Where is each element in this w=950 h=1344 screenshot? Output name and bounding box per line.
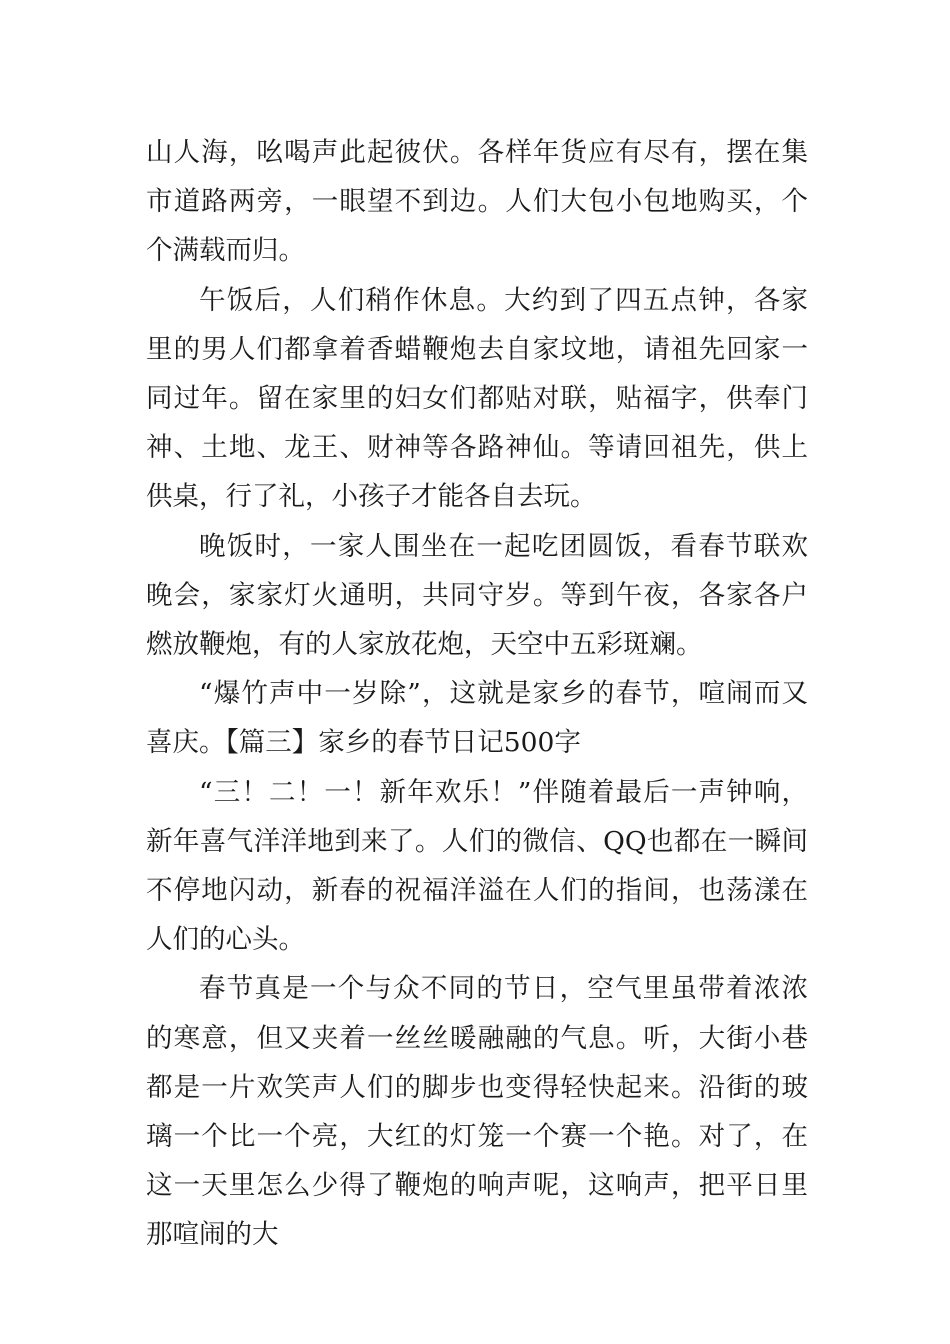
- document-body: [146, 128, 808, 1260]
- paragraph-3: 晚饭时，一家人围坐在一起吃团圆饭，看春节联欢晚会，家家灯火通明，共同守岁。等到午夜，各家各户燃放鞭炮，有的人家放花炮，天空中五彩斑斓。: [146, 530, 808, 661]
- paragraph-4: “爆竹声中一岁除”，这就是家乡的春节，喧闹而又喜庆。【篇三】家乡的春节日记500字: [146, 678, 808, 759]
- paragraph-5: “三！二！一！新年欢乐！”伴随着最后一声钟响，新年喜气洋洋地到来了。人们的微信、QQ也都在一瞬间不停地闪动，新春的祝福洋溢在人们的指间，也荡漾在人们的心头。: [146, 776, 808, 956]
- paragraph-1: 山人海，吆喝声此起彼伏。各样年货应有尽有，摆在集市道路两旁，一眼望不到边。人们大包小包地购买，个个满载而归。: [146, 137, 808, 267]
- paragraph-2: 午饭后，人们稍作休息。大约到了四五点钟，各家里的男人们都拿着香蜡鞭炮去自家坟地，请祖先回家一同过年。留在家里的妇女们都贴对联，贴福字，供奉门神、土地、龙王、财神等各路神仙。等请回祖先，供上供桌，行了礼，小孩子才能各自去玩。: [146, 284, 808, 513]
- paragraph-6: 春节真是一个与众不同的节日，空气里虽带着浓浓的寒意，但又夹着一丝丝暖融融的气息。听，大街小巷都是一片欢笑声人们的脚步也变得轻快起来。沿街的玻璃一个比一个亮，大红的灯笼一个赛一个艳。对了，在这一天里怎么少得了鞭炮的响声呢，这响声，把平日里那喧闹的大: [146, 973, 808, 1251]
